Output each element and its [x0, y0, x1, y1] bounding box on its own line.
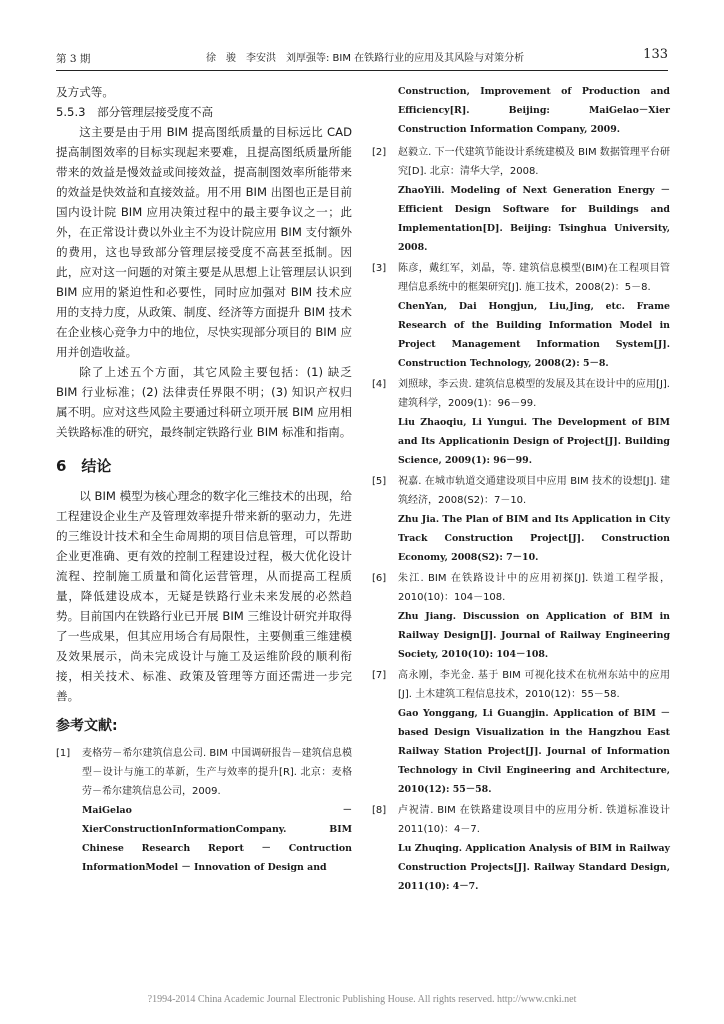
reference-number: [8] [372, 805, 387, 816]
reference-english: MaiGelao － XierConstructionInformationCompany. BIM Chinese Research Report － Contruction InformationModel － Innovation of Design and [82, 805, 352, 873]
paragraph: 这主要是由于用 BIM 提高图纸质量的目标远比 CAD 提高制图效率的目标实现起来要难，且提高图纸质量所能带来的效益是慢效益或间接效益，提高制图效率所能带来的效益是快效益和直接效益。用不用 BIM 出图也正是目前国内设计院 BIM 应用决策过程中的最主要争议之一；此外，在正常设计费以外业主不为设计院应用 BIM 支付额外的费用，这也导致部分管理层接受度不高甚至抵制。因此，应对这一问题的对策主要是从思想上让管理层认识到 BIM 应用的紧迫性和必要性，同时应加强对 BIM 技术应用的支持力度，从政策、制度、经济等方面提升 BIM 技术在企业核心竞争力中的地位，尽快实现部分项目的 BIM 应用并创造收益。 [56, 125, 352, 359]
copyright-footer: ?1994-2014 China Academic Journal Electronic Publishing House. All rights reserved. http://www.cnki.net [147, 994, 577, 1005]
reference-number: [7] [372, 670, 387, 681]
reference-number: [3] [372, 263, 387, 274]
reference-item [372, 259, 670, 373]
reference-chinese: 赵毅立. 下一代建筑节能设计系统建模及 BIM 数据管理平台研究[D]. 北京：清华大学，2008. [398, 147, 670, 177]
continuation-text: 及方式等。 [56, 85, 114, 99]
reference-item [372, 375, 670, 470]
reference-number: [6] [372, 573, 387, 584]
reference-chinese: 刘照球，李云贵. 建筑信息模型的发展及其在设计中的应用[J]. 建筑科学，2009(1)：96－99. [398, 379, 670, 409]
section-title: 6 结论 [56, 457, 112, 475]
running-title: 徐 骏 李安洪 刘厚强等: BIM 在铁路行业的应用及其风险与对策分析 [206, 53, 525, 64]
reference-chinese: 麦格劳－希尔建筑信息公司. BIM 中国调研报告－建筑信息模型－设计与施工的革新，生产与效率的提升[R]. 北京：麦格劳－希尔建筑信息公司，2009. [82, 748, 352, 797]
issue-number: 第 3 期 [56, 53, 91, 65]
reference-number: [1] [56, 748, 71, 759]
reference-number: [2] [372, 147, 387, 158]
reference-item [372, 801, 670, 896]
reference-item [56, 744, 352, 877]
reference-continuation [372, 82, 670, 141]
reference-item [372, 143, 670, 257]
reference-item [372, 569, 670, 664]
reference-number: [4] [372, 379, 387, 390]
paragraph: 以 BIM 模型为核心理念的数字化三维技术的出现，给工程建设企业生产及管理效率提升带来新的驱动力，先进的三维设计技术和全生命周期的项目信息管理，可以帮助企业更准确、更有效的控制工程建设过程，极大优化设计流程、控制施工质量和简化运营管理，从而提高工程质量，降低建设成本，无疑是铁路行业未来发展的必然趋势。目前国内在铁路行业已开展 BIM 三维设计研究并取得了一些成果，但其应用场合有局限性，主要侧重三维建模及效果展示，尚未完成设计与施工及运维阶段的顺利衔接，相关技术、标准、政策及管理等方面还需进一步完善。 [56, 489, 352, 703]
page-number: 133 [643, 47, 668, 62]
reference-english: ZhaoYili. Modeling of Next Generation Energy － Efficient Design Software for Buildings and Implementation[D]. Beijing: Tsinghua University, 2008. [398, 185, 670, 253]
reference-chinese: 卢祝清. BIM 在铁路建设项目中的应用分析. 铁道标准设计 2011(10)：4－7. [398, 805, 670, 835]
reference-chinese: 朱江. BIM 在铁路设计中的应用初探[J]. 铁道工程学报，2010(10)：104－108. [398, 573, 670, 603]
reference-english: Lu Zhuqing. Application Analysis of BIM in Railway Construction Projects[J]. Railway Standard Design, 2011(10): 4－7. [398, 843, 670, 892]
reference-english-continued: Construction, Improvement of Production and Efficiency[R]. Beijing: MaiGelao－Xier Construction Information Company, 2009. [398, 86, 670, 135]
reference-english: ChenYan, Dai Hongjun, Liu,Jing, etc. Frame Research of the Building Information Model in Project Management Information System[J]. Construction Technology, 2008(2): 5－8. [398, 301, 670, 369]
reference-chinese: 高永刚，李光金. 基于 BIM 可视化技术在杭州东站中的应用[J]. 土木建筑工程信息技术，2010(12)：55－58. [398, 670, 670, 700]
reference-english: Gao Yonggang, Li Guangjin. Application of BIM － based Design Visualization in the Hangzhou East Railway Station Project[J]. Journal of Information Technology in Civil Engineering and Architecture, 2010(12): 55－58. [398, 708, 670, 795]
reference-english: Zhu Jia. The Plan of BIM and Its Application in City Track Construction Project[J]. Construction Economy, 2008(S2): 7－10. [398, 514, 670, 563]
reference-chinese: 祝嘉. 在城市轨道交通建设项目中应用 BIM 技术的设想[J]. 建筑经济，2008(S2)：7－10. [398, 476, 670, 506]
right-column [372, 82, 670, 898]
reference-item [372, 666, 670, 799]
left-column [56, 82, 352, 879]
reference-english: Zhu Jiang. Discussion on Application of BIM in Railway Design[J]. Journal of Railway Engineering Society, 2010(10): 104－108. [398, 611, 670, 660]
subsection-title: 5.5.3 部分管理层接受度不高 [56, 105, 214, 119]
reference-english: Liu Zhaoqiu, Li Yungui. The Development of BIM and Its Applicationin Design of Project[J]. Building Science, 2009(1): 96－99. [398, 417, 670, 466]
reference-item [372, 472, 670, 567]
running-header [56, 48, 668, 70]
references-title: 参考文献: [56, 718, 118, 734]
reference-number: [5] [372, 476, 387, 487]
paragraph: 除了上述五个方面，其它风险主要包括：(1) 缺乏 BIM 行业标准；(2) 法律责任界限不明；(3) 知识产权归属不明。应对这些风险主要通过科研立项开展 BIM 应用相关铁路标准的研究，最终制定铁路行业 BIM 标准和指南。 [56, 365, 352, 439]
reference-chinese: 陈彦，戴红军，刘晶，等. 建筑信息模型(BIM)在工程项目管理信息系统中的框架研究[J]. 施工技术，2008(2)：5－8. [398, 263, 670, 293]
header-divider [56, 70, 668, 71]
